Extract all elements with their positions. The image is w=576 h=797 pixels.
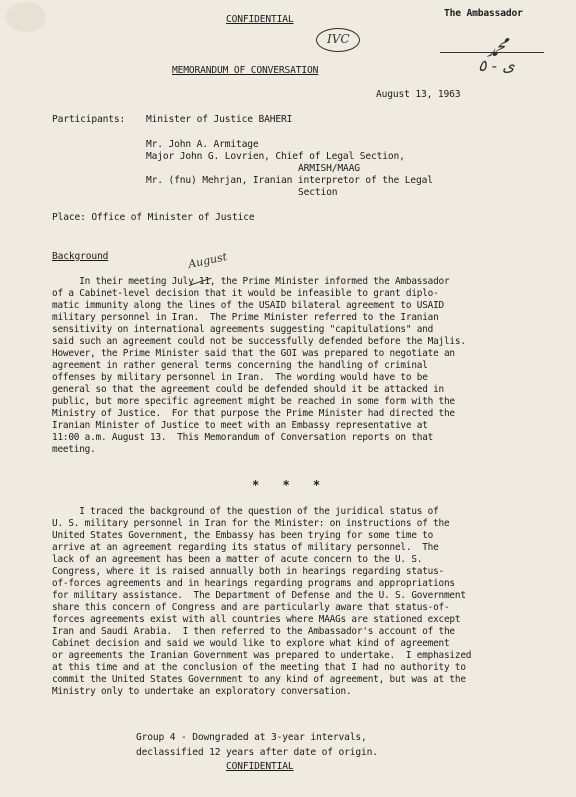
paragraph-line: said such an agreement could not be successfully defended before the Majlis. [52, 336, 466, 347]
paragraph-line: general so that the agreement could be defended should it be attacked in [52, 384, 444, 395]
paragraph-line: commit the United States Government to any kind of agreement, but was at the [52, 674, 466, 685]
paragraph-line: Ministry only to undertake an exploratory conversation. [52, 686, 352, 697]
downgrade-notice-line-1: Group 4 - Downgraded at 3-year intervals, [136, 732, 367, 743]
paragraph-line: lack of an agreement has been a matter of acute concern to the U. S. [52, 554, 423, 565]
classification-bottom: CONFIDENTIAL [226, 761, 294, 772]
participants-label: Participants: [52, 114, 126, 125]
place: Place: Office of Minister of Justice [52, 212, 255, 223]
paragraph-line: U. S. military personnel in Iran for the Minister: on instructions of the [52, 518, 450, 529]
paragraph-line: for military assistance. The Department of Defense and the U. S. Government [52, 590, 466, 601]
handwritten-mark-1: ﷴ [486, 40, 506, 61]
paragraph-line: Cabinet decision and said we would like to explore what kind of agreement [52, 638, 450, 649]
paragraph-line: Iran and Saudi Arabia. I then referred to the Ambassador's account of the [52, 626, 455, 637]
memo-date: August 13, 1963 [376, 89, 461, 100]
section-heading: Background [52, 251, 109, 262]
paragraph-line: United States Government, the Embassy has been trying for some time to [52, 530, 434, 541]
paragraph-line: 11:00 a.m. August 13. This Memorandum of Conversation reports on that [52, 432, 434, 443]
corner-smudge [6, 2, 46, 32]
paragraph-line: In their meeting July 11, the Prime Minister informed the Ambassador [52, 276, 450, 287]
paragraph-line: forces agreements exist with all countries where MAAGs are stationed except [52, 614, 461, 625]
paragraph-line: meeting. [52, 444, 96, 455]
paragraph-line: I traced the background of the question of the juridical status of [52, 506, 439, 517]
paragraph-line: arrive at an agreement regarding its status of military personnel. The [52, 542, 439, 553]
paragraph-line: Ministry of Justice. For that purpose the Prime Minister had directed the [52, 408, 455, 419]
handwritten-correction: August [187, 250, 229, 271]
participant-2: Mr. John A. Armitage [146, 139, 259, 150]
paragraph-line: of-forces agreements and in hearings regarding programs and appropriations [52, 578, 455, 589]
paragraph-line: share this concern of Congress and are particularly aware that status-of- [52, 602, 450, 613]
paragraph-line: offenses by military personnel in Iran. The wording would have to be [52, 372, 428, 383]
paragraph-line: Congress, where it is raised annually both in hearings regarding status- [52, 566, 444, 577]
paragraph-line: public, but more specific agreement might be reached in some form with the [52, 396, 455, 407]
paragraph-line: sensitivity on international agreements suggesting "capitulations" and [52, 324, 434, 335]
paragraph-line: military personnel in Iran. The Prime Minister referred to the Iranian [52, 312, 439, 323]
paragraph-line: matic immunity along the lines of the USAID bilateral agreement to USAID [52, 300, 444, 311]
paragraph-line: or agreements the Iranian Government was prepared to undertake. I emphasized [52, 650, 472, 661]
section-separator: * * * [252, 478, 329, 492]
downgrade-notice-line-2: declassified 12 years after date of origin. [136, 747, 378, 758]
participant-3: Major John G. Lovrien, Chief of Legal Section, [146, 151, 405, 162]
participant-3-unit: ARMISH/MAAG [298, 163, 360, 174]
participant-4: Mr. (fnu) Mehrjan, Iranian interpretor of the Legal [146, 175, 433, 186]
participant-4-unit: Section [298, 187, 338, 198]
handwritten-underline [440, 52, 544, 53]
paragraph-line: agreement in rather general terms concerning the handling of criminal [52, 360, 428, 371]
handwritten-circle-text: IVC [327, 32, 350, 46]
paragraph-line: Iranian Minister of Justice to meet with an Embassy representative at [52, 420, 428, 431]
paragraph-line: However, the Prime Minister said that the GOI was prepared to negotiate an [52, 348, 455, 359]
routing-label: The Ambassador [444, 8, 523, 19]
classification-top: CONFIDENTIAL [226, 14, 294, 25]
paragraph-line: of a Cabinet-level decision that it would be infeasible to grant diplo- [52, 288, 439, 299]
handwritten-mark-2: ى - ٥ [478, 56, 515, 75]
participant-1: Minister of Justice BAHERI [146, 114, 293, 125]
handwritten-circle [316, 28, 360, 52]
memo-title: MEMORANDUM OF CONVERSATION [172, 65, 319, 76]
paragraph-line: at this time and at the conclusion of the meeting that I had no authority to [52, 662, 466, 673]
